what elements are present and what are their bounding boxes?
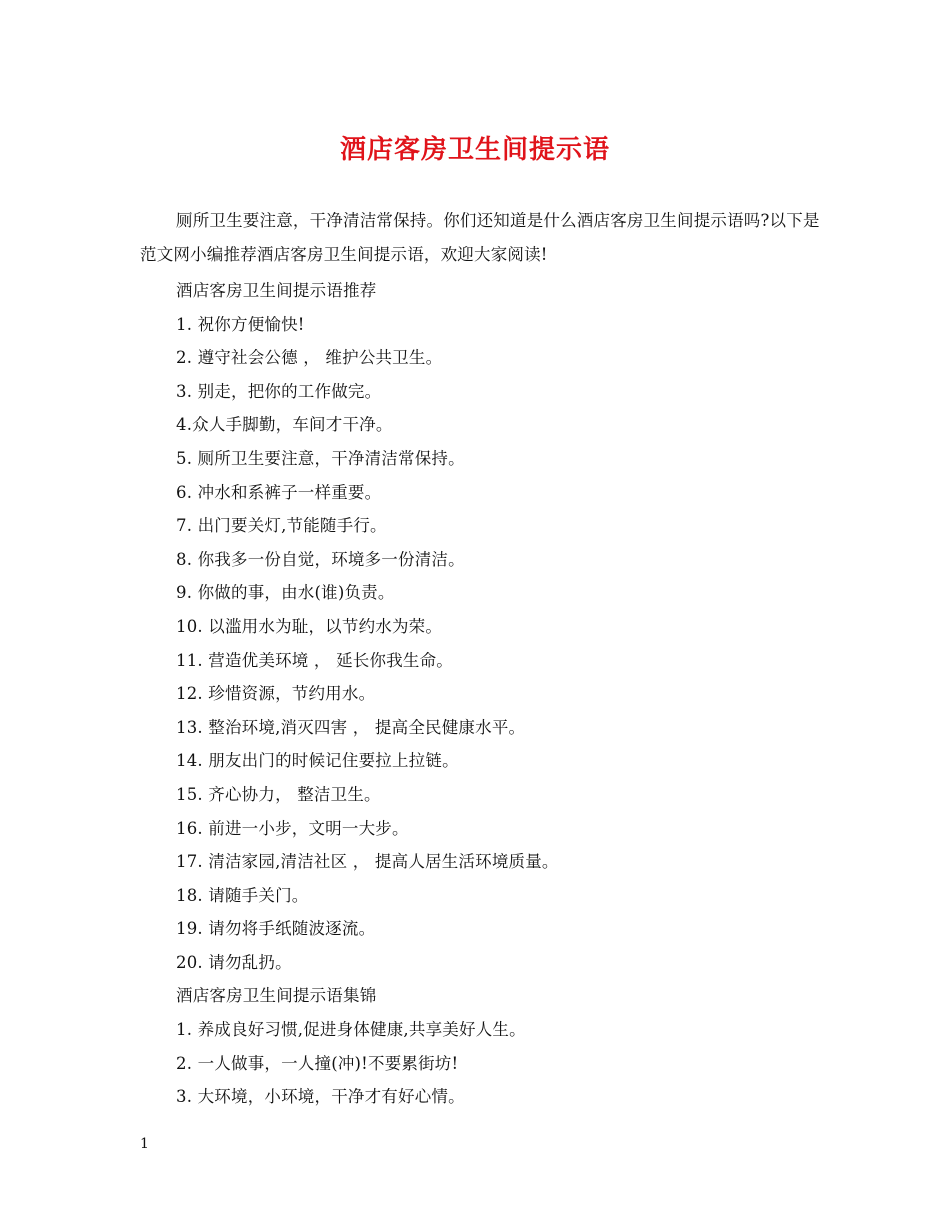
list-item: 18. 请随手关门。 [176,885,309,905]
list-item: 2. 遵守社会公德 ， 维护公共卫生。 [176,348,443,368]
document-title: 酒店客房卫生间提示语 [339,135,610,165]
page-number: 1 [140,1136,149,1152]
list-item: 9. 你做的事，由水(谁)负责。 [176,583,395,603]
list-item: 13. 整治环境,消灭四害 ， 提高全民健康水平。 [176,717,526,737]
list-item: 5. 厕所卫生要注意，干净清洁常保持。 [176,448,465,468]
list-item: 3. 别走，把你的工作做完。 [176,381,382,401]
list-item: 19. 请勿将手纸随波逐流。 [176,919,376,939]
section-heading-collection: 酒店客房卫生间提示语集锦 [176,986,377,1006]
list-item: 8. 你我多一份自觉，环境多一份清洁。 [176,549,465,569]
list-item: 16. 前进一小步，文明一大步。 [176,818,409,838]
list-item: 12. 珍惜资源，节约用水。 [176,684,376,704]
list-item: 1. 养成良好习惯,促进身体健康,共享美好人生。 [176,1020,526,1040]
list-item: 11. 营造优美环境 ， 延长你我生命。 [176,650,453,670]
list-item: 6. 冲水和系裤子一样重要。 [176,482,382,502]
content-lines [176,274,816,1114]
list-item: 7. 出门要关灯,节能随手行。 [176,516,387,536]
list-item: 1. 祝你方便愉快! [176,314,305,334]
list-item: 15. 齐心协力， 整洁卫生。 [176,784,381,804]
list-item: 20. 请勿乱扔。 [176,952,292,972]
list-item: 17. 清洁家园,清洁社区 ， 提高人居生活环境质量。 [176,852,559,872]
section-heading-recommended: 酒店客房卫生间提示语推荐 [176,281,377,300]
intro-paragraph: 厕所卫生要注意，干净清洁常保持。你们还知道是什么酒店客房卫生间提示语吗?以下是范文网小编推荐酒店客房卫生间提示语，欢迎大家阅读! [140,211,820,264]
list-item: 4.众人手脚勤，车间才干净。 [176,415,393,435]
list-item: 10. 以滥用水为耻，以节约水为荣。 [176,616,443,636]
list-item: 14. 朋友出门的时候记住要拉上拉链。 [176,751,459,771]
list-item: 2. 一人做事，一人撞(冲)!不要累街坊! [176,1053,459,1073]
list-item: 3. 大环境，小环境，干净才有好心情。 [176,1087,465,1107]
